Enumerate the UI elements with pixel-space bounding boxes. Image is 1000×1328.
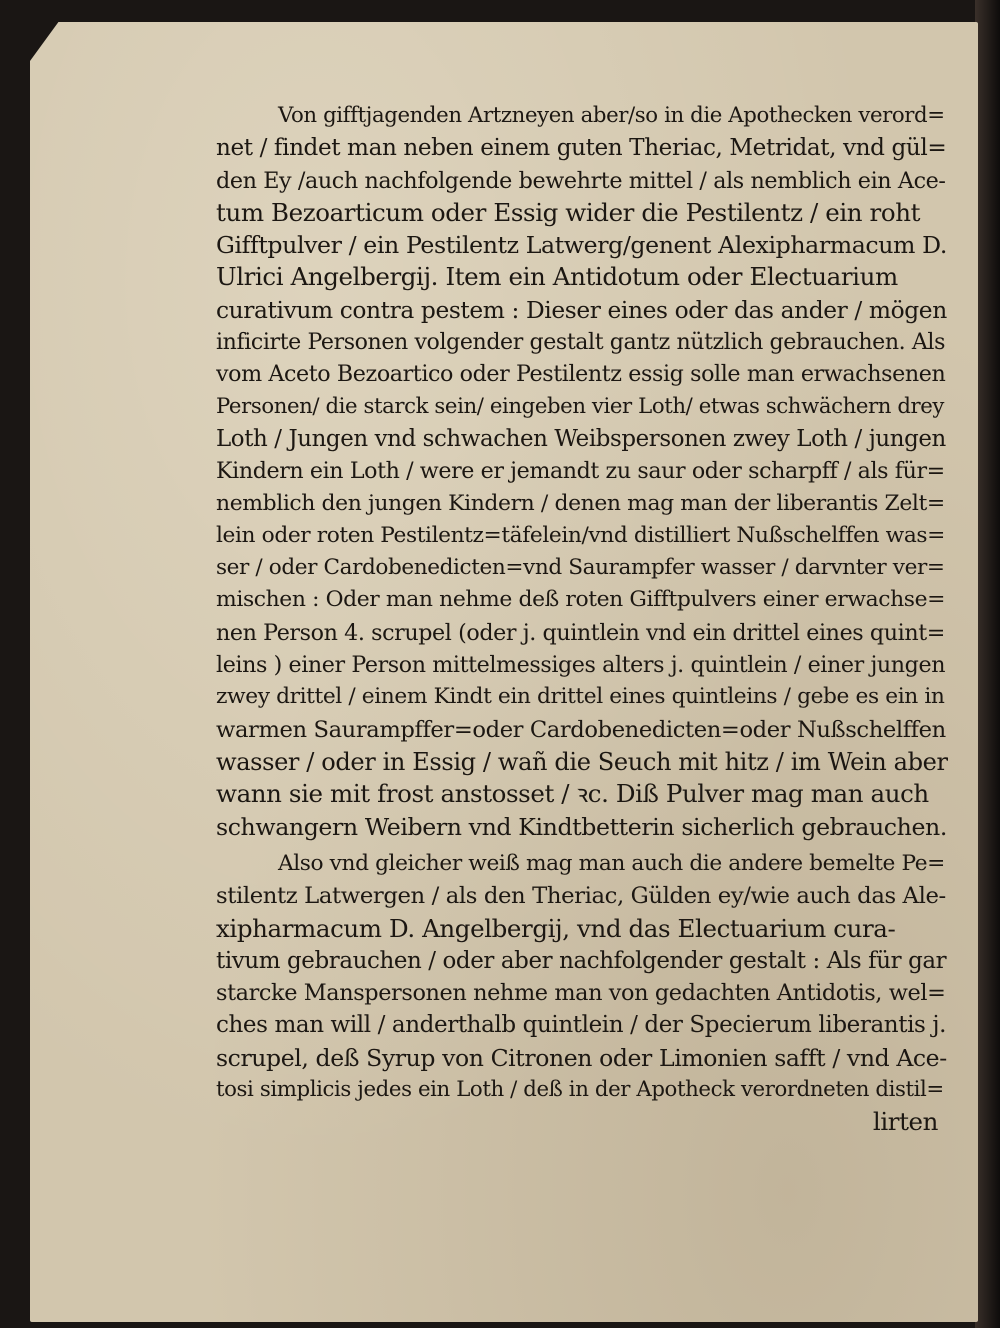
text-line: ches man will / anderthalb quintlein / der Specierum liberantis j. — [216, 1012, 947, 1039]
text-line: Von gifftjagenden Artzneyen aber/so in die Apothecken verord= — [278, 103, 945, 128]
text-line: tosi simplicis jedes ein Loth / deß in der Apotheck verordneten distil= — [216, 1077, 944, 1103]
text-line: schwangern Weibern vnd Kindtbetterin sicherlich gebrauchen. — [216, 812, 947, 841]
book-edge — [975, 0, 1000, 1328]
text-line: stilentz Latwergen / als den Theriac, Gülden ey/wie auch das Ale- — [216, 883, 946, 910]
text-line: den Ey /auch nachfolgende bewehrte mittel / als nemblich ein Ace- — [216, 167, 946, 194]
text-line: tivum gebrauchen / oder aber nachfolgender gestalt : Als für gar — [216, 947, 947, 974]
text-line: leins ) einer Person mittelmessiges alters j. quintlein / einer jungen — [216, 652, 946, 679]
text-line: Loth / Jungen vnd schwachen Weibspersonen zwey Loth / jungen — [216, 425, 946, 452]
text-line: ser / oder Cardobenedicten=vnd Saurampfer wasser / darvnter ver= — [216, 555, 945, 581]
text-line: Kindern ein Loth / were er jemandt zu saur oder scharpff / als für= — [216, 458, 945, 485]
text-line: curativum contra pestem : Dieser eines oder das ander / mögen — [216, 295, 947, 324]
text-line: mischen : Oder man nehme deß roten Gifftpulvers einer erwachse= — [216, 587, 946, 613]
text-line: warmen Saurampffer=oder Cardobenedicten=oder Nußschelffen — [216, 716, 946, 743]
text-line: nen Person 4. scrupel (oder j. quintlein vnd ein drittel eines quint= — [216, 619, 945, 646]
paragraph-2 — [216, 848, 948, 1139]
text-line: starcke Manspersonen nehme man von gedachten Antidotis, wel= — [216, 980, 946, 1007]
text-line: net / findet man neben einem guten Theriac, Metridat, vnd gül= — [216, 135, 947, 162]
paragraph-1 — [216, 100, 948, 843]
text-line: Gifftpulver / ein Pestilentz Latwerg/genent Alexipharmacum D. — [216, 231, 947, 260]
text-line: tum Bezoarticum oder Essig wider die Pestilentz / ein roht — [216, 197, 921, 227]
text-line: vom Aceto Bezoartico oder Pestilentz essig solle man erwachsenen — [216, 361, 946, 388]
text-line: xipharmacum D. Angelbergij, vnd das Electuarium cura- — [216, 913, 896, 943]
text-line: Personen/ die starck sein/ eingeben vier Loth/ etwas schwächern drey — [216, 393, 945, 419]
text-line: nemblich den jungen Kindern / denen mag man der liberantis Zelt= — [216, 490, 945, 516]
text-line: inficirte Personen volgender gestalt gantz nützlich gebrauchen. Als — [216, 329, 946, 356]
text-line: wasser / oder in Essig / wañ die Seuch mit hitz / im Wein aber — [216, 747, 948, 776]
text-line: Ulrici Angelbergij. Item ein Antidotum oder Electuarium — [216, 262, 898, 292]
text-line: wann sie mit frost anstosset / ꝛc. Diß Pulver mag man auch — [216, 779, 929, 809]
text-line: scrupel, deß Syrup von Citronen oder Limonien safft / vnd Ace- — [216, 1043, 947, 1072]
text-line: Also vnd gleicher weiß mag man auch die andere bemelte Pe= — [278, 851, 945, 876]
catchword: lirten — [872, 1107, 938, 1137]
text-line: zwey drittel / einem Kindt ein drittel eines quintleins / gebe es ein in — [216, 684, 945, 710]
text-line: lein oder roten Pestilentz=täfelein/vnd distilliert Nußschelffen was= — [216, 522, 945, 548]
